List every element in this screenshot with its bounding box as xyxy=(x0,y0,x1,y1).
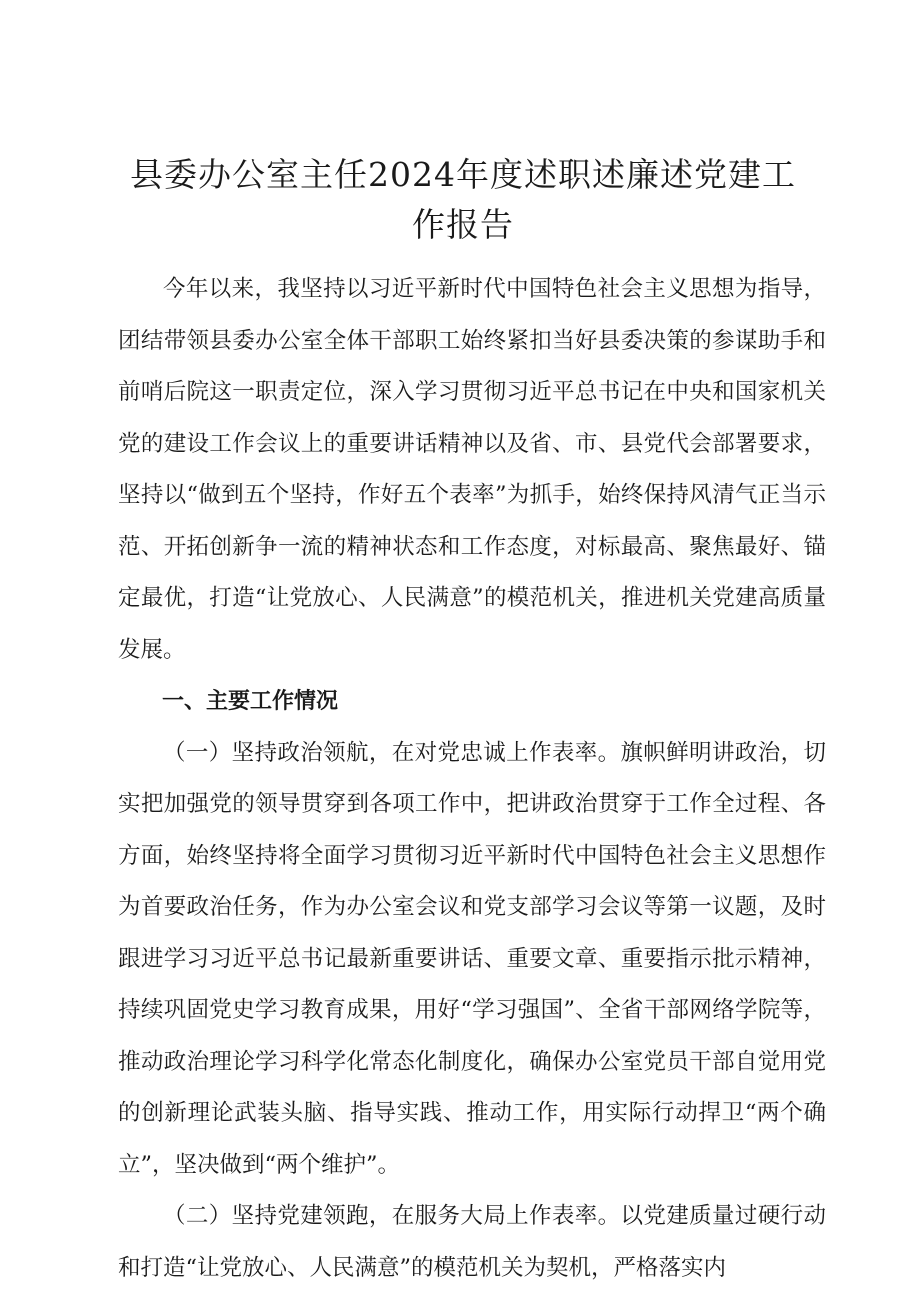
intro-paragraph: 今年以来，我坚持以习近平新时代中国特色社会主义思想为指导，团结带领县委办公室全体干部职工始终紧扣当好县委决策的参谋助手和前哨后院这一职责定位，深入学习贯彻习近平总书记在中央和国家机关党的建设工作会议上的重要讲话精神以及省、市、县党代会部署要求，坚持以“做到五个坚持，作好五个表率”为抓手，始终保持风清气正当示范、开拓创新争一流的精神状态和工作态度，对标最高、聚焦最好、锚定最优，打造“让党放心、人民满意”的模范机关，推进机关党建高质量发展。 xyxy=(118,276,826,663)
document-title: 县委办公室主任2024年度述职述廉述党建工作报告 xyxy=(130,155,796,244)
document-body xyxy=(118,264,826,1294)
paragraph-party-building: （二）坚持党建领跑，在服务大局上作表率。以党建质量过硬行动和打造“让党放心、人民满意”的模范机关为契机，严格落实内 xyxy=(118,1203,826,1281)
section-heading: 一、主要工作情况 xyxy=(162,689,339,714)
paragraph-political-leadership: （一）坚持政治领航，在对党忠诚上作表率。旗帜鲜明讲政治，切实把加强党的领导贯穿到各项工作中，把讲政治贯穿于工作全过程、各方面，始终坚持将全面学习贯彻习近平新时代中国特色社会主义思想作为首要政治任务，作为办公室会议和党支部学习会议等第一议题，及时跟进学习习近平总书记最新重要讲话、重要文章、重要指示批示精神，持续巩固党史学习教育成果，用好“学习强国”、全省干部网络学院等，推动政治理论学习科学化常态化制度化，确保办公室党员干部自觉用党的创新理论武装头脑、指导实践、推动工作，用实际行动捍卫“两个确立”，坚决做到“两个维护”。 xyxy=(118,739,826,1178)
